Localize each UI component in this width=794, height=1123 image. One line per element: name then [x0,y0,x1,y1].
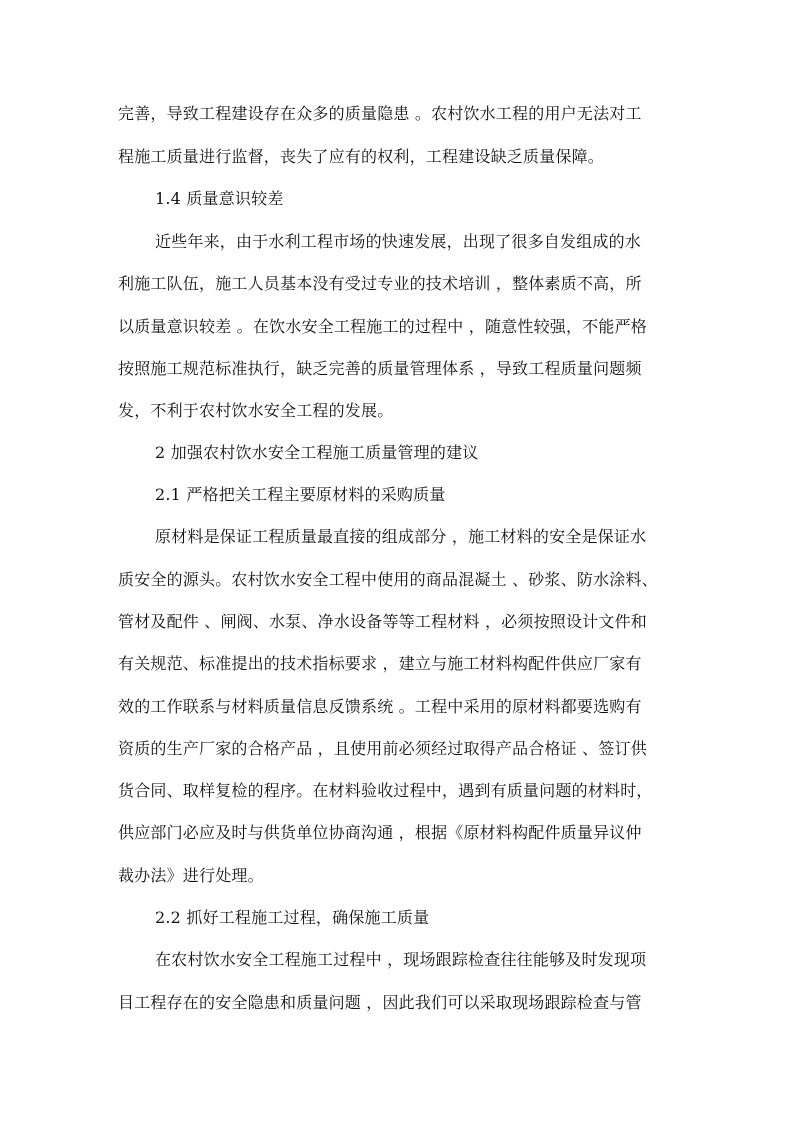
body-text-line: 供应部门必应及时与供货单位协商沟通 ，根据《原材料构配件质量异议仲 [118,823,642,842]
body-text-line: 程施工质量进行监督，丧失了应有的权利，工程建设缺乏质量保障。 [118,147,605,166]
body-text-line: 利施工队伍，施工人员基本没有受过专业的技术培训 ，整体素质不高，所 [118,274,642,293]
body-text-line: 质安全的源头。农村饮水安全工程中使用的商品混凝土 、砂浆、防水涂料、 [118,570,658,589]
body-text-line: 管材及配件 、闸阀、水泵、净水设备等等工程材料 ，必须按照设计文件和 [118,612,647,631]
chapter-heading: 2 加强农村饮水安全工程施工质量管理的建议 [155,443,479,462]
paragraph-first-line: 原材料是保证工程质量最直接的组成部分 ，施工材料的安全是保证水 [155,527,647,546]
paragraph-first-line: 在农村饮水安全工程施工过程中 ，现场跟踪检查往往能够及时发现项 [155,950,647,969]
section-heading: 1.4 质量意识较差 [155,189,284,208]
body-text-line: 货合同、取样复检的程序。在材料验收过程中，遇到有质量问题的材料时， [118,781,653,800]
body-text-line: 按照施工规范标准执行，缺乏完善的质量管理体系 ，导致工程质量问题频 [118,359,642,378]
body-text-line: 裁办法》进行处理。 [118,866,264,885]
body-text-line: 完善，导致工程建设存在众多的质量隐患 。农村饮水工程的用户无法对工 [118,104,642,123]
body-text-line: 目工程存在的安全隐患和质量问题 ，因此我们可以采取现场跟踪检查与管 [118,993,642,1012]
section-heading: 2.2 抓好工程施工过程，确保施工质量 [155,908,430,927]
body-text-line: 资质的生产厂家的合格产品 ，且使用前必须经过取得产品合格证 、签订供 [118,739,647,758]
body-text-line: 以质量意识较差 。在饮水安全工程施工的过程中 ，随意性较强，不能严格 [118,317,647,336]
body-text-line: 有关规范、标准提出的技术指标要求 ，建立与施工材料构配件供应厂家有 [118,654,642,673]
body-text-line: 发，不利于农村饮水安全工程的发展。 [118,401,394,420]
paragraph-first-line: 近些年来，由于水利工程市场的快速发展，出现了很多自发组成的水 [155,232,642,251]
body-text-line: 效的工作联系与材料质量信息反馈系统 。工程中采用的原材料都要选购有 [118,697,642,716]
section-heading: 2.1 严格把关工程主要原材料的采购质量 [155,485,446,504]
